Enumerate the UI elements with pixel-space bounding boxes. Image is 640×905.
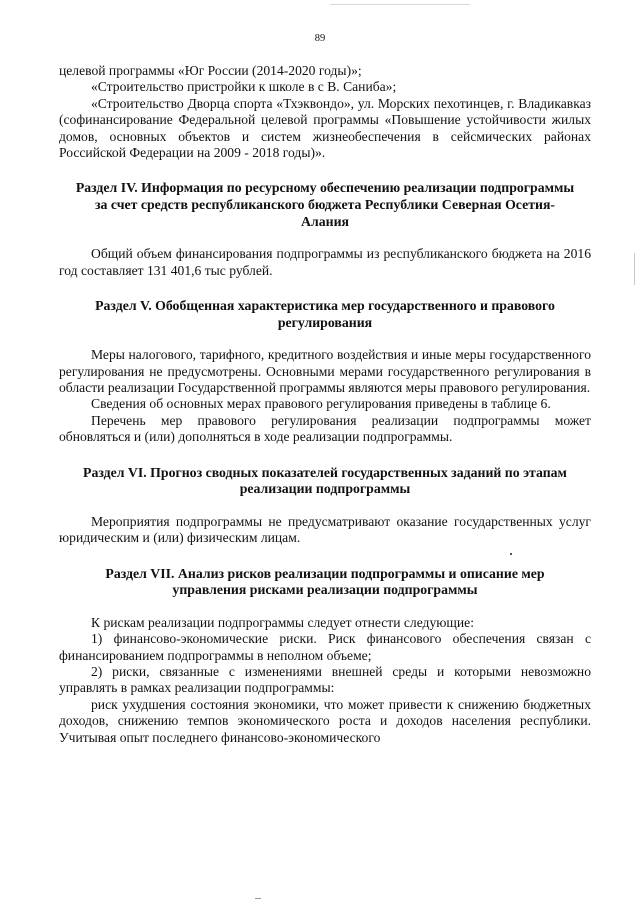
section-6-paragraph-1: Мероприятия подпрограммы не предусматривают оказание государственных услуг юридическим и (или) физическим лицам. — [59, 513, 591, 546]
scan-artifact-bottom-mark — [255, 898, 261, 899]
page-body — [59, 63, 591, 746]
section-4-paragraph-1: Общий объем финансирования подпрограммы из республиканского бюджета на 2016 год составляет 131 401,6 тыс рублей. — [59, 246, 591, 278]
page-number: 89 — [314, 33, 326, 44]
section-7-paragraph-2: 1) финансово-экономические риски. Риск финансового обеспечения связан с финансированием подпрограммы в неполном объеме; — [59, 631, 591, 663]
section-7-paragraph-3: 2) риски, связанные с изменениями внешней среды и которыми невозможно управлять в рамках реализации подпрограммы: — [59, 664, 591, 696]
section-5-paragraph-2: Сведения об основных мерах правового регулирования приведены в таблице 6. — [91, 396, 551, 412]
section-5-heading: Раздел V. Обобщенная характеристика мер государственного и правового регулирования — [95, 298, 555, 330]
scan-artifact-top-line — [330, 4, 470, 5]
section-7-paragraph-4: риск ухудшения состояния экономики, что может привести к снижению бюджетных доходов, снижению темпов экономического роста и доходов населения республики. Учитывая опыт последнего финансово-экономического — [59, 696, 591, 745]
section-6-heading: Раздел VI. Прогноз сводных показателей государственных заданий по этапам реализации подпрограммы — [83, 464, 567, 497]
intro-continuation: целевой программы «Юг России (2014-2020 годы)»; — [59, 63, 362, 78]
section-4-heading: Раздел IV. Информация по ресурсному обеспечению реализации подпрограммы за счет средств республиканского бюджета Республики Северная Осетия-Алания — [75, 180, 575, 229]
intro-item-sports-palace: «Строительство Дворца спорта «Тхэквондо», ул. Морских пехотинцев, г. Владикавказ (софинансирование Федеральной целевой программы «Повышение устойчивости жилых домов, основных объектов и систем жизнеобеспечения в сейсмических районах Российской Федерации на 2009 - 2018 годы)». — [59, 95, 591, 161]
intro-item-school: «Строительство пристройки к школе в с В. Саниба»; — [91, 79, 397, 95]
scan-artifact-side-line — [634, 253, 635, 285]
section-5-paragraph-1: Меры налогового, тарифного, кредитного воздействия и иные меры государственного регулирования не предусмотрены. Основными мерами государственного регулирования в области реализации Государственной программы являются меры правового регулирования. — [59, 347, 591, 396]
section-5-paragraph-3: Перечень мер правового регулирования реализации подпрограммы может обновляться и (или) дополняться в ходе реализации подпрограммы. — [59, 412, 591, 445]
section-7-paragraph-1: К рискам реализации подпрограммы следует отнести следующие: — [91, 614, 474, 630]
section-7-heading: Раздел VII. Анализ рисков реализации подпрограммы и описание мер управления рисками реализации подпрограммы — [105, 565, 545, 598]
